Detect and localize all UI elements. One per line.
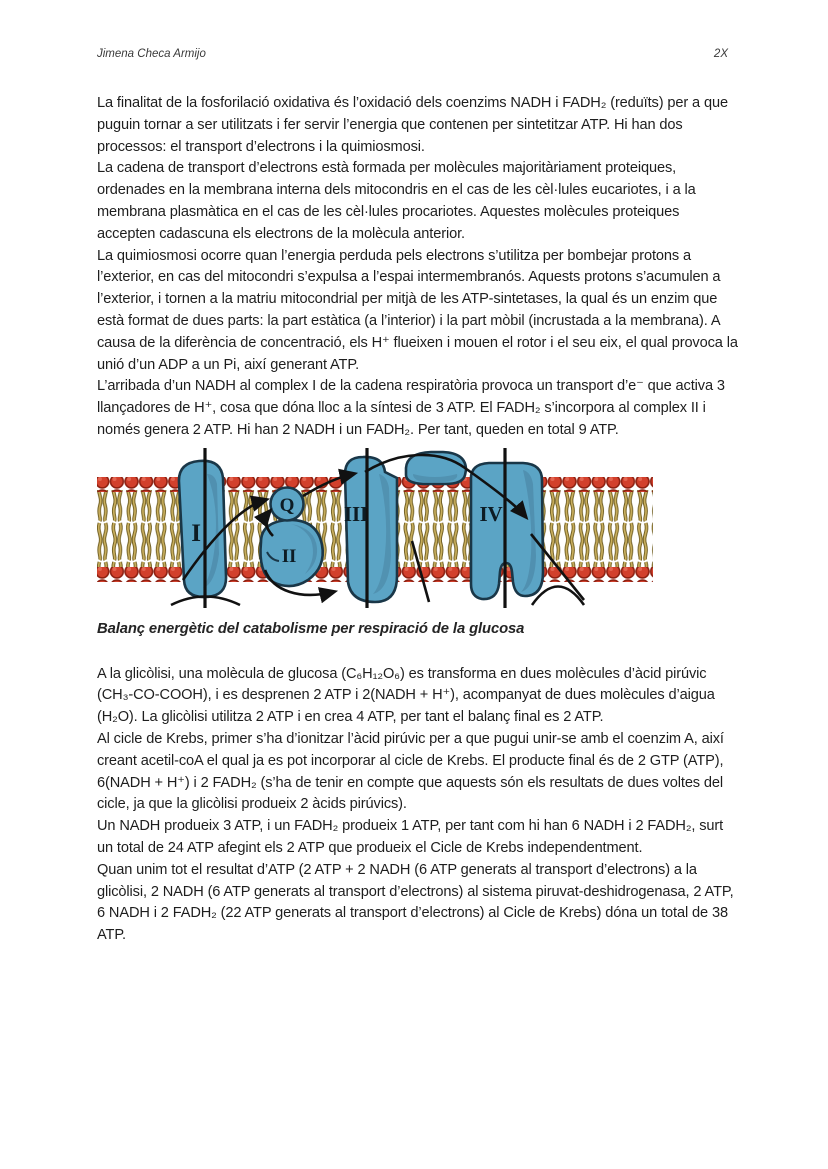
bottom-text-block: [97, 664, 738, 947]
author-name: Jimena Checa Armijo: [97, 48, 206, 60]
label-coenzyme-q: Q: [279, 494, 295, 516]
label-complex-ii: II: [281, 545, 297, 567]
page-number: 2X: [713, 48, 728, 60]
figure-electron-transport-chain: [97, 444, 738, 641]
membrane-diagram-image: [95, 444, 655, 612]
paragraph-glycolysis: A la glicòlisi, una molècula de glucosa (C₆H₁₂O₆) es transforma en dues molècules d’àcid pirúvic (CH₃-CO-COOH), i es desprenen 2 ATP i 2(NADH + H⁺), acompanyat de dues molècules d’aigua (H₂O). La glicòlisi utilitza 2 ATP i en crea 4 ATP, per tant el balanç final es 2 ATP.: [97, 665, 715, 726]
label-complex-iii: III: [343, 501, 369, 526]
paragraph-electron-transport-chain: La cadena de transport d’electrons està formada per molècules majoritàriament proteiques, ordenades en la membrana interna dels mitocondris en el cas de les cèl·lules eucariotes, i a la membrana plasmàtica en el cas de les cèl·lules procariotes. Aquestes molècules proteiques accepten cadascuna els electrons de la molècula anterior.: [97, 160, 696, 242]
document-body: [97, 93, 738, 947]
page-header: [0, 0, 828, 60]
paragraph-oxidative-phosphorylation: La finalitat de la fosforilació oxidativa és l’oxidació dels coenzims NADH i FADH₂ (reduïts) per a que puguin tornar a ser utilitzats i fer servir l’energia que contenen per sintetitzar ATP. Hi han dos processos: el transport d’electrons i la quimiosmosi.: [97, 95, 728, 155]
paragraph-atp-totals: Un NADH produeix 3 ATP, i un FADH₂ produeix 1 ATP, per tant com hi han 6 NADH i 2 FADH₂, surt un total de 24 ATP afegint els 2 ATP que produeix el Cicle de Krebs independentment.: [97, 818, 724, 856]
paragraph-nadh-atp-yield: L’arribada d’un NADH al complex I de la cadena respiratòria provoca un transport d’e⁻ que activa 3 llançadores de H⁺, cosa que dóna lloc a la síntesi de 3 ATP. El FADH₂ s’incorpora al complex II i només genera 2 ATP. Hi han 2 NADH i un FADH₂. Per tant, queden en total 9 ATP.: [97, 378, 725, 438]
label-complex-i: I: [191, 519, 201, 547]
label-complex-iv: IV: [479, 501, 503, 526]
paragraph-chemiosmosis: La quimiosmosi ocorre quan l’energia perduda pels electrons s’utilitza per bombejar protons a l’exterior, en cas del mitocondri s’expulsa a l’espai intermembranós. Aquests protons s’acumulen a l’exterior, i tornen a la matriu mitocondrial per mitjà de les ATP-sintetases, la qual és un enzim que està format de dues parts: la part estàtica (a l’interior) i la part mòbil (incrustada a la membrana). A causa de la diferència de concentració, els H⁺ flueixen i mouen el rotor i el seu eix, el qual provoca la unió d’un ADP a un Pi, així generant ATP.: [97, 247, 738, 373]
paragraph-total-38-atp: Quan unim tot el resultat d’ATP (2 ATP + 2 NADH (6 ATP generats al transport d’electrons) a la glicòlisi, 2 NADH (6 ATP generats al transport d’electrons) al sistema piruvat-deshidrogenasa, 2 ATP, 6 NADH i 2 FADH₂ (22 ATP generats al transport d’electrons) al Cicle de Krebs) dóna un total de 38 ATP.: [97, 861, 734, 944]
paragraph-krebs-cycle: Al cicle de Krebs, primer s’ha d’ionitzar l’àcid pirúvic per a que pugui unir-se amb el coenzim A, així creant acetil-coA el qual ja es pot incorporar al cicle de Krebs. El producte final és de 2 GTP (ATP), 6(NADH + H⁺) i 2 FADH₂ (s’ha de tenir en compte que aquests són els resultats de dues voltes del cicle, ja que la glicòlisi produeix 2 àcids pirúvics).: [97, 730, 724, 813]
figure-caption: Balanç energètic del catabolisme per respiració de la glucosa: [97, 620, 525, 637]
